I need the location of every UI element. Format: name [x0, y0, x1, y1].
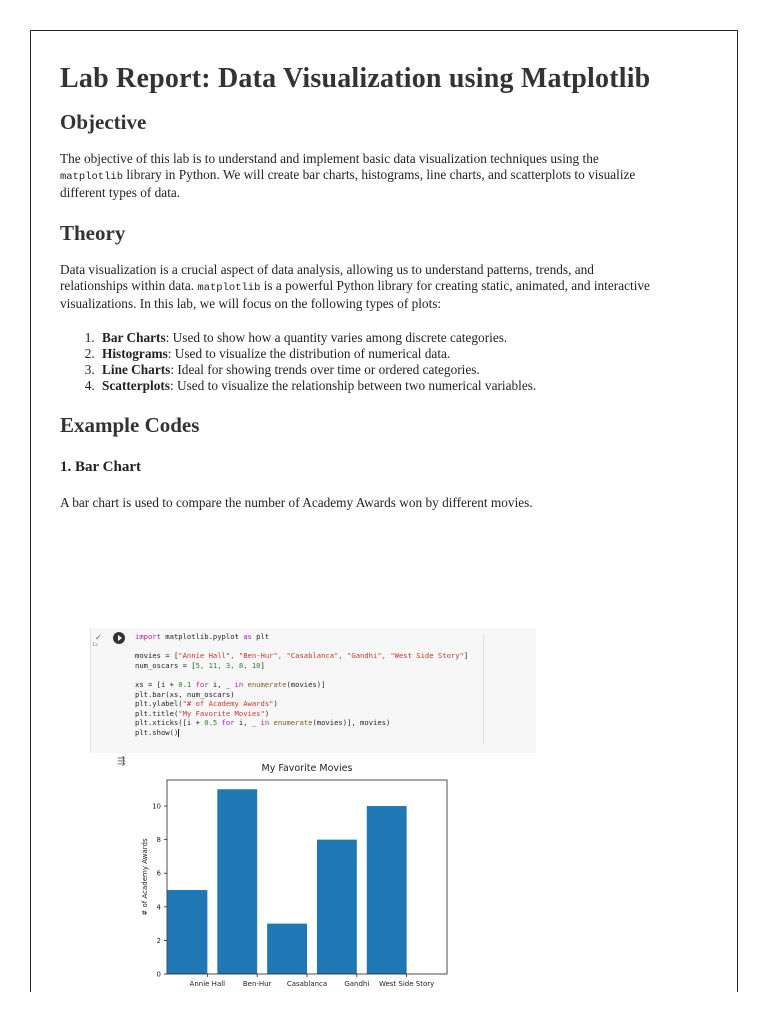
output-toggle-icon[interactable]: ⇶	[117, 756, 126, 767]
x-tick-label: Gandhi	[344, 980, 370, 988]
bar-west-side-story	[367, 806, 407, 974]
y-tick-label: 10	[152, 802, 161, 811]
list-item: 4. Scatterplots: Used to visualize the relationship between two numerical variables.	[98, 378, 660, 394]
examples-heading: Example Codes	[60, 413, 200, 438]
inline-code: matplotlib	[197, 281, 261, 294]
bar-annie-hall	[167, 890, 207, 974]
code-cell[interactable]	[90, 628, 536, 753]
x-tick-label: Annie Hall	[189, 980, 226, 988]
x-tick-label: Ben-Hur	[242, 980, 272, 988]
y-tick-label: 0	[156, 970, 161, 979]
list-item: 1. Bar Charts: Used to show how a quantity varies among discrete categories.	[98, 330, 660, 346]
list-item: 3. Line Charts: Ideal for showing trends over time or ordered categories.	[98, 362, 660, 378]
theory-paragraph: Data visualization is a crucial aspect of data analysis, allowing us to understand patterns, trends, and relationships within data. matplotlib is a powerful Python library for creating static, animated, and interactive visualizations. In this lab, we will focus on the following types of plots:	[60, 261, 650, 312]
execution-time: 1s	[92, 642, 98, 648]
report-content	[60, 62, 660, 529]
text-cursor	[178, 729, 179, 737]
y-tick-label: 8	[156, 836, 161, 845]
x-tick-label: Casablanca	[286, 980, 328, 988]
bar-ben-hur	[217, 789, 257, 974]
chart-title: My Favorite Movies	[261, 763, 353, 774]
inline-code: matplotlib	[60, 171, 124, 184]
y-tick-label: 4	[156, 903, 161, 912]
y-axis-label: # of Academy Awards	[141, 838, 149, 916]
x-tick-label: West Side Story	[378, 980, 435, 988]
code-editor[interactable]: import matplotlib.pyplot as plt movies = ["Annie Hall", "Ben-Hur", "Casablanca", "Gandhi", "West Side Story"] num_oscars = [5, 11, 3, 8, 10] xs = [i + 0.1 for i, _ in enumerate(movies)] plt.bar(xs, num_oscars) plt.ylabel("# of Academy Awards") plt.title("My Favorite Movies") plt.xticks([i + 0.5 for i, _ in enumerate(movies)], movies) plt.show()	[135, 632, 469, 737]
objective-paragraph: The objective of this lab is to understand and implement basic data visualization techniques using the matplotlib library in Python. We will create bar charts, histograms, line charts, and scatterplots to visualize different types of data.	[60, 151, 636, 201]
bar-gandhi	[317, 840, 357, 974]
bar-chart-subheading: 1. Bar Chart	[60, 459, 141, 476]
bar-casablanca	[267, 924, 307, 974]
list-item: 2. Histograms: Used to visualize the distribution of numerical data.	[98, 346, 660, 362]
y-tick-label: 6	[156, 869, 161, 878]
y-tick-label: 2	[156, 936, 161, 945]
bar-chart-description: A bar chart is used to compare the number of Academy Awards won by different movies.	[60, 495, 533, 511]
objective-heading: Objective	[60, 110, 147, 134]
success-check-icon: ✓	[95, 633, 102, 642]
page-title: Lab Report: Data Visualization using Matplotlib	[60, 63, 651, 94]
plot-types-list	[60, 330, 660, 394]
theory-heading: Theory	[60, 220, 126, 245]
run-cell-button[interactable]	[113, 632, 125, 644]
bar-chart	[135, 760, 485, 992]
